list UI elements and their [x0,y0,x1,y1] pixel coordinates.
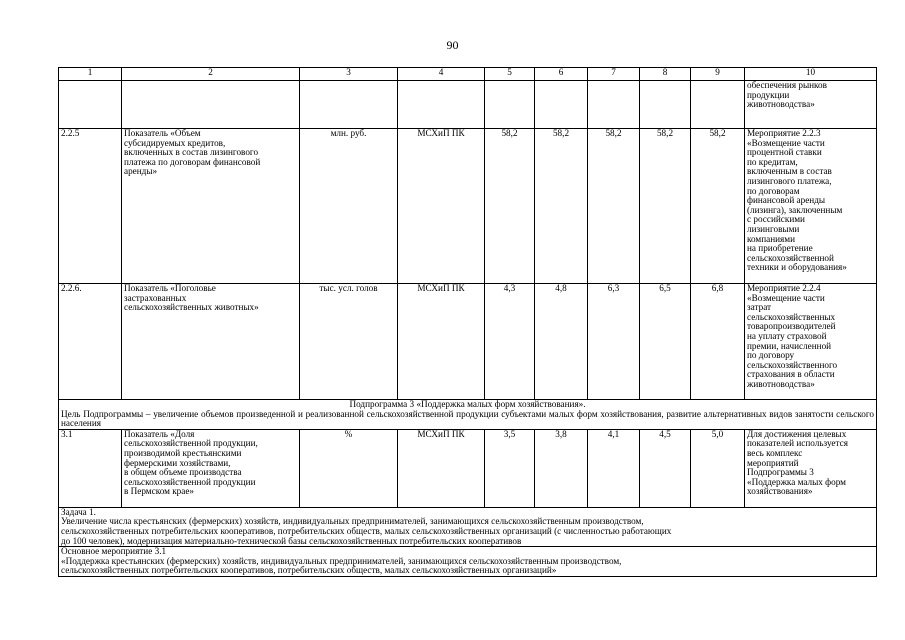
org-cell: МСХиП ПК [398,129,485,284]
value-cell: 58,2 [640,129,691,284]
header-cell: 6 [535,68,588,81]
value-cell: 58,2 [691,129,745,284]
table-row [59,429,877,507]
header-cell: 3 [300,68,398,81]
subprogram-goal: Цель Подпрограммы – увеличение объемов произведенной и реализованной сельскохозяйственной продукции субъектами малых форм хозяйствования, развитие альтернативных видов занятости сельского населения [61,408,874,429]
table-header-row [59,68,877,81]
org-cell: МСХиП ПК [398,284,485,400]
indicator-name: Показатель «Поголовье застрахованных сельскохозяйственных животных» [122,284,300,400]
value-cell: 3,8 [535,429,588,507]
value-cell: 4,5 [640,429,691,507]
value-cell: 58,2 [535,129,588,284]
subprogram-title: Подпрограмма 3 «Поддержка малых форм хозяйствования». [349,399,586,409]
value-cell: 3,5 [485,429,535,507]
unit-cell: тыс. усл. голов [300,284,398,400]
value-cell: 58,2 [588,129,640,284]
header-cell: 1 [59,68,122,81]
row-code: 2.2.5 [59,129,122,284]
value-cell: 6,3 [588,284,640,400]
subprogram-row [59,400,877,430]
page-number: 90 [446,38,459,52]
task-text-line: до 100 человек), модернизация материально-технической базы сельскохозяйственных потребительских кооперативов [61,535,522,546]
org-cell: МСХиП ПК [398,429,485,507]
header-cell: 5 [485,68,535,81]
header-cell: 7 [588,68,640,81]
value-cell: 4,3 [485,284,535,400]
indicator-name: Показатель «Объем субсидируемых кредитов, включенных в состав лизингового платежа по договорам финансовой аренды» [122,129,300,284]
continuation-row [59,81,877,129]
task-title: Задача 1. [61,507,96,517]
table-row [59,129,877,284]
header-cell: 10 [745,68,877,81]
value-cell: 4,1 [588,429,640,507]
task-text-line: сельскохозяйственных потребительских кооперативов, потребительских обществ, малых сельскохозяйственных организаций (с численностью работающих [61,525,672,536]
table-row [59,284,877,400]
header-cell: 2 [122,68,300,81]
note-cell: Для достижения целевых показателей используется весь комплекс мероприятий Подпрограммы 3 «Поддержка малых форм хозяйствования» [745,429,877,507]
indicators-table [58,67,877,577]
task-row [59,507,877,546]
header-cell: 9 [691,68,745,81]
note-cell: Мероприятие 2.2.4 «Возмещение части затрат сельскохозяйственных товаропроизводителей на уплату страховой премии, начисленной по договору сельскохозяйственного страхования в области животноводства» [745,284,877,400]
value-cell: 5,0 [691,429,745,507]
measure-text-line: «Поддержка крестьянских (фермерских) хозяйств, индивидуальных предпринимателей, занимающихся сельскохозяйственным производством, [61,555,622,566]
indicator-name: Показатель «Доля сельскохозяйственной продукции, производимой крестьянскими фермерскими хозяйствами, в общем объеме производства сельскохозяйственной продукции в Пермском крае» [122,429,300,507]
task-text-line: Увеличение числа крестьянских (фермерских) хозяйств, индивидуальных предпринимателей, занимающихся сельскохозяйственным производством, [61,516,644,527]
measure-text-line: сельскохозяйственных потребительских кооперативов, потребительских обществ, малых сельскохозяйственных организаций» [61,565,557,576]
unit-cell: млн. руб. [300,129,398,284]
header-cell: 4 [398,68,485,81]
value-cell: 4,8 [535,284,588,400]
value-cell: 6,5 [640,284,691,400]
value-cell: 6,8 [691,284,745,400]
row-code: 2.2.6. [59,284,122,400]
row-code: 3.1 [59,429,122,507]
unit-cell: % [300,429,398,507]
value-cell: 58,2 [485,129,535,284]
note-cell: Мероприятие 2.2.3 «Возмещение части процентной ставки по кредитам, включенным в состав лизингового платежа, по договорам финансовой аренды (лизинга), заключенным с российскими лизинговыми компаниями на приобретение сельскохозяйственной техники и оборудования» [745,129,877,284]
main-measure-row [59,547,877,577]
header-cell: 8 [640,68,691,81]
measure-title: Основное мероприятие 3.1 [61,546,167,557]
note-cell: обеспечения рынков продукции животноводства» [745,81,877,129]
